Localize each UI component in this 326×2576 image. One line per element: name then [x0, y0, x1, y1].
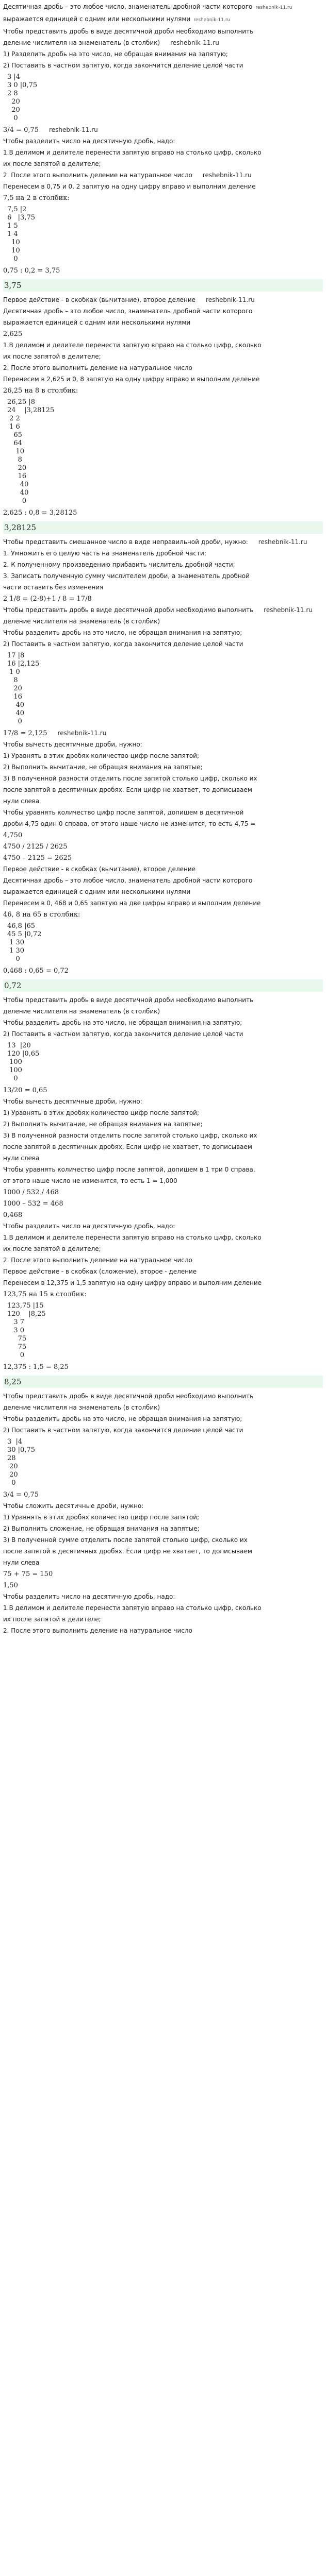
division-line: 1 0 [7, 668, 20, 676]
text-line [3, 996, 323, 1005]
text-line [3, 1007, 323, 1016]
answer-highlight: 3,28125 [3, 521, 323, 534]
division-line: 20 [7, 1471, 18, 1479]
watermark-text: reshebnik-11.ru [49, 126, 98, 133]
long-division [7, 1438, 323, 1487]
line-text: части оставить без изменения [3, 584, 104, 591]
line-text: 2) Выполнить сложение, не обращая внимания на запятые; [3, 1525, 200, 1532]
division-line: 3 7 [7, 1318, 25, 1326]
division-line: 13 |20 [7, 1042, 31, 1049]
text-line [3, 1165, 323, 1174]
text-line [3, 595, 323, 603]
text-line [3, 1233, 323, 1242]
division-line: 123,75 |15 [7, 1302, 44, 1310]
text-line [3, 808, 323, 817]
text-line [3, 1502, 323, 1511]
division-line: 65 [7, 431, 22, 439]
text-line [3, 1581, 323, 1590]
line-text: 26,25 на 8 в столбик: [3, 387, 78, 395]
division-line: 20 [7, 106, 20, 114]
text-line [3, 1415, 323, 1423]
line-text: 1) Разделить дробь на это число, не обращая внимания на запятую; [3, 50, 228, 58]
text-line [3, 876, 323, 885]
line-text: 13/20 = 0,65 [3, 1087, 47, 1094]
line-text: выражается единицей с одним или несколькими нулями [3, 319, 191, 326]
line-text: 2. После этого выполнить деление на натуральное число [3, 1257, 192, 1264]
text-line [3, 318, 323, 327]
text-line [3, 1143, 323, 1151]
division-line: 3 0 |0,75 [7, 81, 38, 89]
text-line [3, 583, 323, 592]
text-line [3, 910, 323, 919]
division-line: 0 [7, 497, 27, 505]
text-line [3, 967, 323, 975]
line-text: 0,468 : 0,65 = 0,72 [3, 967, 69, 975]
text-line [3, 1592, 323, 1601]
text-line [3, 307, 323, 316]
division-line: 2 8 [7, 90, 18, 97]
text-line [3, 1547, 323, 1556]
watermark-text: reshebnik-11.ru [202, 172, 252, 179]
text-line [3, 1513, 323, 1522]
long-division [7, 73, 323, 123]
line-text: 7,5 на 2 в столбик: [3, 194, 70, 202]
line-text: Десятичная дробь – это любое число, знаменатель дробной части которого [3, 877, 253, 884]
text-line [3, 729, 323, 738]
line-text: Десятичная дробь – это любое число, знаменатель дробной части которого [3, 3, 253, 10]
line-text: 2) Выполнить вычитание, не обращая внимания на запятые; [3, 764, 203, 771]
division-line: 8 [7, 456, 22, 464]
division-line: 100 [7, 1066, 22, 1074]
solution-section [3, 538, 323, 992]
line-text: их после запятой в делителе; [3, 353, 101, 360]
text-line [3, 549, 323, 558]
division-line: 17 |8 [7, 652, 25, 659]
long-division [7, 1042, 323, 1083]
line-text: 0,468 [3, 1211, 23, 1219]
text-line [3, 1256, 323, 1265]
line-text: 3. Записать полученную сумму числителем дроби, а знаменатель дробной [3, 572, 250, 580]
long-division [7, 206, 323, 263]
text-line [3, 364, 323, 372]
text-line [3, 296, 323, 304]
division-line: 0 [7, 1351, 25, 1359]
division-line: 20 [7, 685, 22, 692]
text-line [3, 148, 323, 157]
text-line [3, 39, 323, 47]
division-line: 6 |3,75 [7, 214, 35, 222]
line-text: 3) В полученной сумме отделить после запятой столько цифр, сколько их [3, 1536, 248, 1544]
text-line [3, 1604, 323, 1613]
division-line: 46,8 |65 [7, 922, 35, 930]
line-text: 1. Умножить его целую часть на знаменатель дробной части; [3, 550, 206, 557]
division-line: 20 [7, 98, 20, 106]
line-text: Чтобы разделить число на десятичную дробь, надо: [3, 1223, 175, 1230]
division-line: 8 [7, 676, 18, 684]
line-text: 2) Поставить в частном запятую, когда закончится деление целой части [3, 1030, 243, 1038]
text-line [3, 1626, 323, 1635]
division-line: 30 |0,75 [7, 1446, 35, 1454]
long-division [7, 1302, 323, 1360]
text-line [3, 375, 323, 384]
text-line [3, 1524, 323, 1533]
text-line [3, 1279, 323, 1287]
watermark-text: reshebnik-11.ru [170, 39, 219, 46]
text-line [3, 1120, 323, 1129]
line-text: 1000 – 532 = 468 [3, 1200, 63, 1208]
text-line [3, 617, 323, 626]
line-text: 2. После этого выполнить деление на натуральное число [3, 1627, 192, 1634]
text-line [3, 1615, 323, 1624]
line-text: 2) Выполнить вычитание, не обращая внимания на запятые; [3, 1121, 203, 1128]
text-line [3, 1245, 323, 1253]
division-line: 75 [7, 1343, 27, 1351]
line-text: после запятой в десятичных дробях. Если цифр не хватает, то дописываем [3, 1548, 252, 1555]
line-text: 17/8 = 2,125 [3, 730, 47, 737]
line-text: 123,75 на 15 в столбик: [3, 1291, 87, 1298]
text-line [3, 3, 323, 12]
text-line [3, 1363, 323, 1371]
division-line: 75 [7, 1335, 27, 1343]
text-line [3, 1536, 323, 1545]
division-line: 0 [7, 114, 18, 122]
text-line [3, 126, 323, 134]
text-line [3, 854, 323, 862]
division-line: 40 [7, 701, 25, 709]
division-line: 0 [7, 1479, 16, 1487]
line-text: деление числителя на знаменатель (в столбик) [3, 39, 160, 46]
division-line: 45 5 |0,72 [7, 930, 42, 938]
line-text: Чтобы вычесть десятичные дроби, нужно: [3, 1098, 142, 1105]
line-text: после запятой в десятичных дробях. Если цифр не хватает, то дописываем [3, 1143, 252, 1150]
line-text: 3/4 = 0,75 [3, 126, 39, 134]
line-text: Перенесем в 2,625 и 0, 8 запятую на одну цифру вправо и выполним деление [3, 376, 260, 383]
watermark-text: reshebnik-11.ru [206, 296, 255, 303]
answer-highlight: 8,25 [3, 1376, 323, 1388]
text-line [3, 1019, 323, 1027]
line-text: выражается единицей с одним или несколькими нулями [3, 15, 191, 23]
line-text: Чтобы разделить число на десятичную дробь, надо: [3, 138, 175, 145]
text-line [3, 1211, 323, 1219]
text-line [3, 352, 323, 361]
line-text: 1.В делимом и делителе перенести запятую вправо на столько цифр, сколько [3, 149, 262, 156]
line-text: 2) Поставить в частном запятую, когда закончится деление целой части [3, 640, 243, 648]
text-line [3, 1188, 323, 1197]
text-line [3, 752, 323, 760]
line-text: их после запятой в делителе; [3, 1245, 101, 1252]
line-text: Чтобы сложить десятичные дроби, нужно: [3, 1502, 144, 1510]
text-line [3, 640, 323, 649]
text-line [3, 629, 323, 637]
text-line [3, 1154, 323, 1163]
division-line: 0 [7, 955, 20, 963]
division-line: 40 [7, 709, 25, 717]
line-text: 4750 – 2125 = 2625 [3, 854, 72, 862]
division-line: 40 [7, 481, 29, 488]
text-line [3, 538, 323, 547]
division-line: 7,5 |2 [7, 206, 27, 213]
line-text: 3/4 = 0,75 [3, 1491, 39, 1499]
text-line [3, 50, 323, 59]
division-line: 3 0 [7, 1327, 25, 1334]
line-text: их после запятой в делителе; [3, 1616, 101, 1623]
line-text: Чтобы представить дробь в виде десятичной дроби необходимо выполнить [3, 1393, 254, 1400]
division-line: 2 2 [7, 415, 20, 422]
line-text: деление числителя на знаменатель (в столбик) [3, 618, 160, 625]
division-line: 10 [7, 239, 20, 246]
line-text: 1.В делимом и делителе перенести запятую вправо на столько цифр, сколько [3, 342, 262, 349]
line-text: 1) Уравнять в этих дробях количество цифр после запятой; [3, 752, 200, 759]
text-line [3, 572, 323, 581]
division-line: 1 5 [7, 222, 18, 230]
line-text: Чтобы представить дробь в виде десятичной дроби необходимо выполнить [3, 28, 254, 35]
line-text: их после запятой в делителе; [3, 160, 101, 167]
line-text: Перенесем в 12,375 и 1,5 запятую на одну цифру вправо и выполним деление [3, 1279, 262, 1286]
line-text: 0,75 : 0,2 = 3,75 [3, 267, 60, 275]
text-line [3, 865, 323, 874]
text-line [3, 606, 323, 615]
division-line: 3 |4 [7, 1438, 23, 1446]
division-line: 3 |4 [7, 73, 21, 81]
text-line [3, 786, 323, 794]
solution-section [3, 3, 323, 146]
line-text: Чтобы уравнять количество цифр после запятой, допишем в 1 три 0 справа, [3, 1166, 255, 1173]
watermark-text: reshebnik-11.ru [57, 730, 107, 737]
line-text: 2. После этого выполнить деление на натуральное число [3, 364, 192, 371]
long-division [7, 652, 323, 726]
text-line [3, 1109, 323, 1117]
division-line: 1 30 [7, 947, 25, 955]
line-text: после запятой в десятичных дробях. Если цифр не хватает, то дописываем [3, 786, 252, 793]
line-text: 2 1/8 = (2·8)+1 / 8 = 17/8 [3, 595, 92, 603]
line-text: 1) Уравнять в этих дробях количество цифр после запятой; [3, 1109, 200, 1116]
answer-highlight: 0,72 [3, 979, 323, 992]
line-text: 1) Уравнять в этих дробях количество цифр после запятой; [3, 1514, 200, 1521]
division-line: 64 [7, 439, 22, 447]
text-line [3, 774, 323, 783]
solution-section [3, 1392, 323, 1635]
division-line: 120 |0,65 [7, 1050, 40, 1058]
division-line: 0 [7, 255, 18, 263]
line-text: Чтобы разделить дробь на это число, не обращая внимания на запятую; [3, 1019, 242, 1026]
line-text: 2,625 : 0,8 = 3,28125 [3, 509, 77, 517]
text-line [3, 820, 323, 828]
division-line: 0 [7, 1075, 18, 1082]
division-line: 20 [7, 1463, 18, 1470]
long-division [7, 922, 323, 963]
text-line [3, 341, 323, 350]
text-line [3, 1131, 323, 1140]
line-text: Перенесем в 0,75 и 0, 2 запятую на одну цифру вправо и выполним деление [3, 183, 256, 190]
text-line [3, 1570, 323, 1579]
line-text: 12,375 : 1,5 = 8,25 [3, 1363, 69, 1371]
text-line [3, 1392, 323, 1401]
line-text: 2) Поставить в частном запятую, когда закончится деление целой части [3, 1427, 243, 1434]
line-text: деление числителя на знаменатель (в столбик) [3, 1008, 160, 1015]
division-line: 16 [7, 693, 22, 701]
line-text: Первое действие - в скобках (вычитание), второе деление [3, 296, 196, 303]
text-line [3, 1222, 323, 1231]
division-line: 16 [7, 472, 27, 480]
text-line [3, 561, 323, 569]
line-text: Чтобы представить смешанное число в виде неправильной дроби, нужно: [3, 538, 248, 546]
division-line: 40 [7, 489, 29, 497]
line-text: деление числителя на знаменатель (в столбик) [3, 1404, 160, 1411]
text-line [3, 1426, 323, 1435]
line-text: Чтобы представить дробь в виде десятичной дроби необходимо выполнить [3, 996, 254, 1004]
line-text: Чтобы уравнять количество цифр после запятой, допишем в десятичной [3, 809, 244, 816]
text-line [3, 842, 323, 851]
division-line: 100 [7, 1058, 22, 1066]
line-text: нули слева [3, 798, 40, 805]
text-line [3, 1558, 323, 1567]
text-line [3, 1490, 323, 1499]
text-line [3, 160, 323, 168]
line-text: Перенесем в 0, 468 и 0,65 запятую на две цифры вправо и выполним деление [3, 900, 261, 907]
text-line [3, 763, 323, 772]
division-line: 20 [7, 464, 27, 472]
division-line: 1 6 [7, 423, 20, 431]
text-line [3, 509, 323, 517]
division-line: 26,25 |8 [7, 398, 35, 406]
text-line [3, 15, 323, 25]
text-line [3, 1403, 323, 1412]
solution-section [3, 296, 323, 534]
line-text: Десятичная дробь – это любое число, знаменатель дробной части которого [3, 308, 253, 315]
line-text: выражается единицей с одним или несколькими нулями [3, 888, 191, 895]
line-text: Чтобы разделить дробь на это число, не обращая внимания на запятую; [3, 1415, 242, 1422]
answer-highlight: 3,75 [3, 279, 323, 292]
division-line: 24 |3,28125 [7, 406, 55, 414]
line-text: Первое действие - в скобках (сложение), второе - деление [3, 1268, 197, 1275]
text-line [3, 1086, 323, 1095]
text-line [3, 386, 323, 395]
division-line: 16 |2,125 [7, 660, 40, 668]
line-text: 1.В делимом и делителе перенести запятую вправо на столько цифр, сколько [3, 1234, 262, 1241]
line-text: 1000 / 532 / 468 [3, 1189, 59, 1196]
division-line: 1 30 [7, 939, 25, 946]
text-line [3, 182, 323, 191]
text-line [3, 1267, 323, 1276]
text-line [3, 330, 323, 338]
text-line [3, 899, 323, 908]
text-line [3, 831, 323, 840]
line-text: Первое действие - в скобках (вычитание), второе деление [3, 866, 196, 873]
text-line [3, 1097, 323, 1106]
division-line: 28 [7, 1454, 16, 1462]
watermark-text: reshebnik-11.ru [255, 5, 292, 10]
text-line [3, 1199, 323, 1208]
text-line [3, 61, 323, 70]
line-text: 4750 / 2125 / 2625 [3, 843, 68, 851]
line-text: 46, 8 на 65 в столбик: [3, 911, 80, 919]
line-text: Чтобы представить дробь в виде десятичной дроби необходимо выполнить [3, 606, 254, 614]
text-line [3, 797, 323, 806]
line-text: Чтобы вычесть десятичные дроби, нужно: [3, 741, 142, 748]
line-text: 3) В полученной разности отделить после запятой столько цифр, сколько их [3, 775, 257, 782]
line-text: от этого наше число не изменится, то есть 1 = 1,000 [3, 1177, 177, 1184]
watermark-text: reshebnik-11.ru [258, 538, 307, 546]
line-text: 2,625 [3, 330, 23, 338]
solution-section [3, 996, 323, 1388]
line-text: нули слева [3, 1155, 40, 1162]
line-text: Чтобы разделить дробь на это число, не обращая внимания на запятую; [3, 629, 242, 636]
line-text: 2. После этого выполнить деление на натуральное число [3, 172, 192, 179]
division-line: 10 [7, 448, 25, 455]
line-text: Чтобы разделить число на десятичную дробь, надо: [3, 1593, 175, 1600]
watermark-text: reshebnik-11.ru [193, 18, 231, 23]
division-line: 120 |8,25 [7, 1310, 46, 1318]
line-text: дроби 4,75 один 0 справа, от этого наше число не изменится, то есть 4,75 = [3, 820, 256, 827]
text-line [3, 888, 323, 896]
line-text: 3) В полученной разности отделить после запятой столько цифр, сколько их [3, 1132, 257, 1139]
division-line: 1 4 [7, 230, 18, 238]
text-line [3, 27, 323, 36]
line-text: 2) Поставить в частном запятую, когда закончится деление целой части [3, 62, 243, 69]
line-text: 75 + 75 = 150 [3, 1570, 53, 1578]
text-line [3, 1290, 323, 1299]
watermark-text: reshebnik-11.ru [264, 606, 313, 614]
text-line [3, 194, 323, 202]
text-line [3, 171, 323, 180]
division-line: 0 [7, 718, 22, 725]
solution-section [3, 148, 323, 292]
text-line [3, 740, 323, 749]
line-text: нули слева [3, 1559, 40, 1566]
division-line: 10 [7, 247, 20, 255]
line-text: 4,750 [3, 832, 23, 839]
text-line [3, 1030, 323, 1039]
text-line [3, 266, 323, 275]
line-text: 1.В делимом и делителе перенести запятую вправо на столько цифр, сколько [3, 1604, 262, 1612]
text-line [3, 137, 323, 146]
line-text: 2. К полученному произведению прибавить числитель дробной части; [3, 561, 235, 568]
line-text: 1,50 [3, 1582, 18, 1589]
text-line [3, 1177, 323, 1185]
long-division [7, 398, 323, 505]
